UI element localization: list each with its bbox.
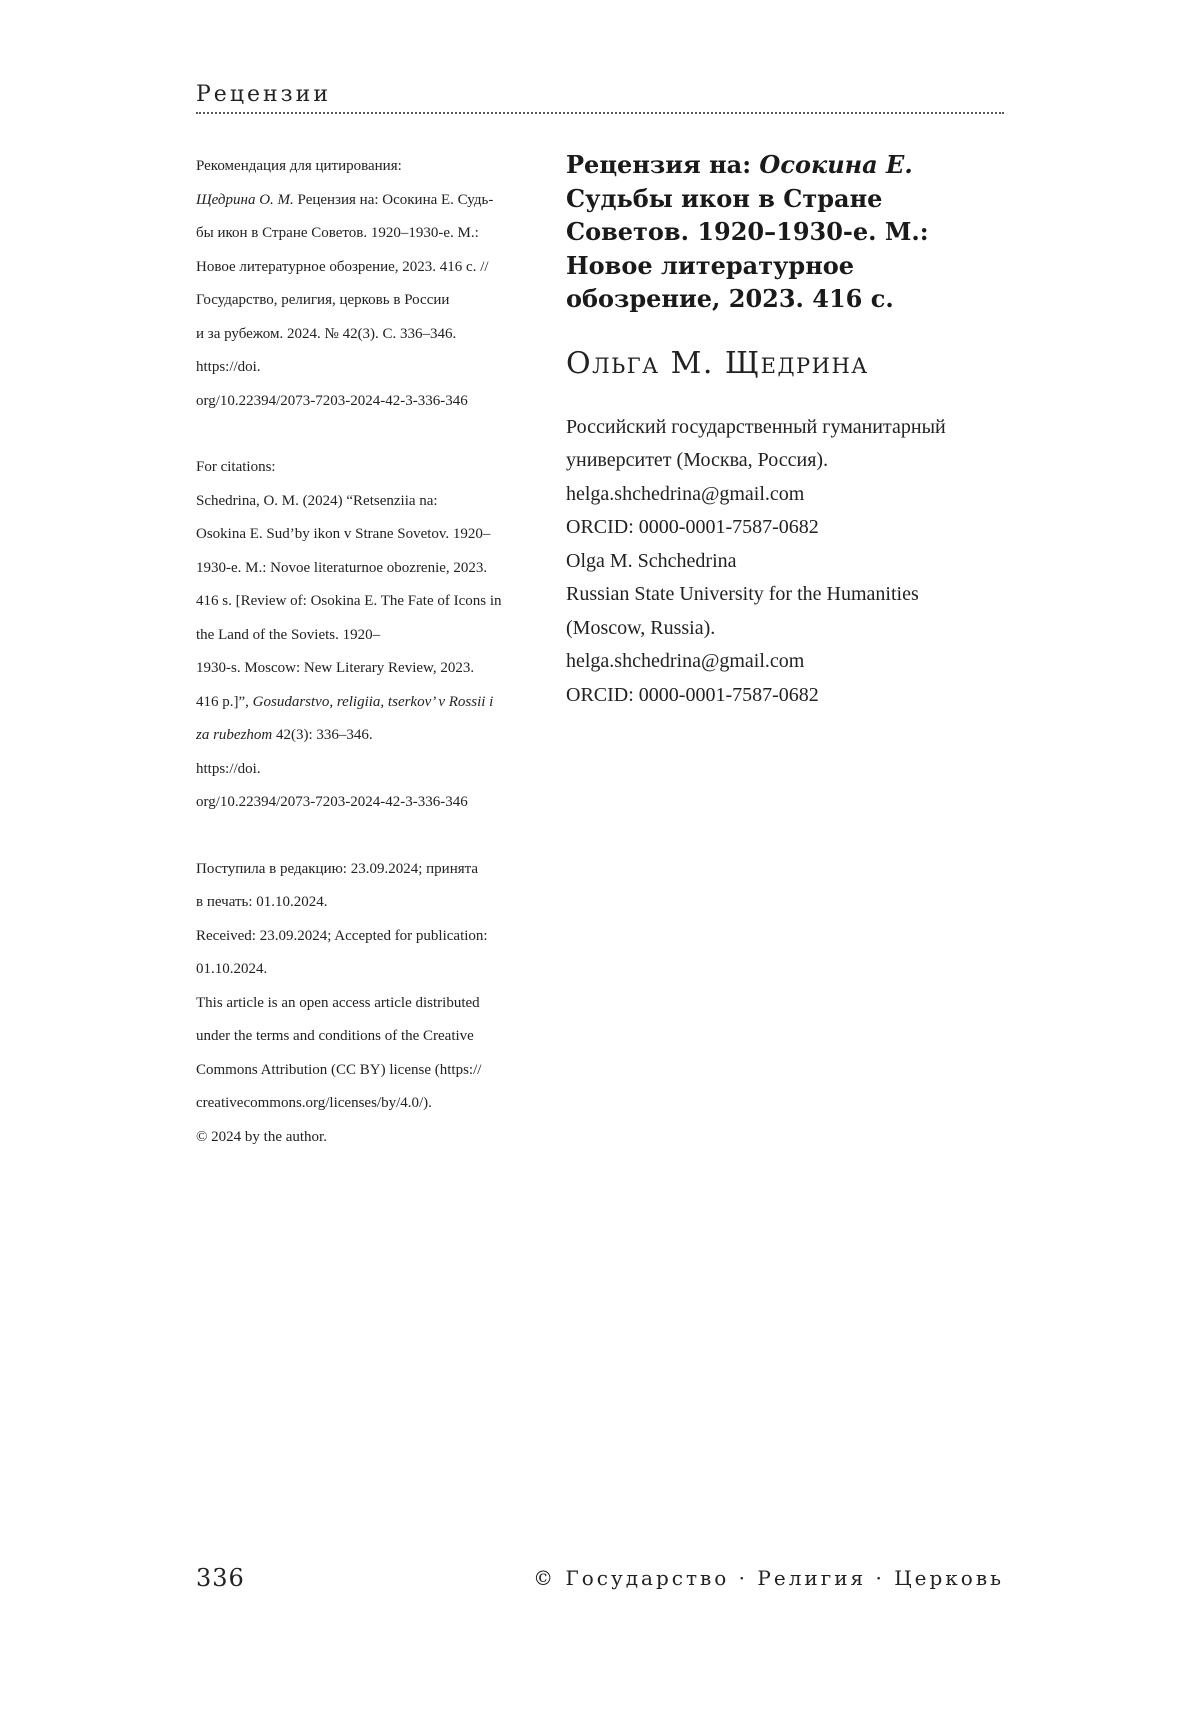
citation-en-doi-link[interactable]: org/10.22394/2073-7203-2024-42-3-336-346 (196, 794, 468, 810)
citation-en-line: za rubezhom 42(3): 336–346. (196, 727, 373, 743)
page-number: 336 (196, 1564, 245, 1592)
header-divider (196, 112, 1004, 114)
citation-en-line: Osokina E. Sud’by ikon v Strane Sovetov. 1920– (196, 526, 491, 542)
citation-column (196, 150, 548, 1154)
article-title: Рецензия на: Осокина Е. Судьбы икон в Стране Советов. 1920–1930-е. М.: Новое литературное обозрение, 2023. 416 с. (566, 150, 929, 313)
journal-title-italic: Gosudarstvo, religiia, tserkov’ v Rossii i (252, 693, 494, 710)
email-link[interactable]: helga.shchedrina@gmail.com (566, 482, 805, 505)
citation-ru-line: Новое литературное обозрение, 2023. 416 с. // (196, 258, 489, 275)
citation-ru-doi-link[interactable]: org/10.22394/2073-7203-2024-42-3-336-346 (196, 392, 468, 409)
affiliation-line: Russian State University for the Humanities (566, 583, 919, 605)
running-head: Рецензии (196, 82, 331, 107)
journal-name: © Государство · Религия · Церковь (533, 1566, 1004, 1590)
citation-en-line: 1930-s. Moscow: New Literary Review, 2023. (196, 660, 475, 676)
article-header (566, 148, 1006, 712)
publication-line: under the terms and conditions of the Creative (196, 1028, 474, 1044)
publication-line: в печать: 01.10.2024. (196, 894, 328, 910)
citation-ru-doi-link[interactable]: https://doi. (196, 359, 261, 375)
spacer (196, 820, 548, 853)
spacer (196, 418, 548, 451)
publication-line: This article is an open access article distributed (196, 994, 480, 1011)
citation-ru-heading: Рекомендация для цитирования: (196, 158, 402, 174)
affiliation-line: Российский государственный гуманитарный (566, 415, 946, 438)
citation-ru-line: бы икон в Стране Советов. 1920–1930-е. М.: (196, 225, 479, 241)
citation-en-line: Schedrina, O. M. (2024) “Retsenziia na: (196, 492, 438, 509)
citation-en-line: 1930-e. M.: Novoe literaturnoe obozrenie, 2023. (196, 559, 488, 576)
citation-en-doi-link[interactable]: https://doi. (196, 760, 261, 777)
publication-line: Поступила в редакцию: 23.09.2024; принята (196, 860, 479, 877)
orcid-id: ORCID: 0000-0001-7587-0682 (566, 683, 819, 706)
article-title-author: Осокина Е. (759, 150, 913, 179)
citation-en-heading: For citations: (196, 459, 276, 475)
citation-en-line: the Land of the Soviets. 1920– (196, 626, 381, 643)
affiliation-line: (Moscow, Russia). (566, 616, 716, 639)
affiliation-line: университет (Москва, Россия). (566, 449, 829, 471)
citation-ru-author: Щедрина О. М. (196, 191, 294, 208)
citation-ru-line: Щедрина О. М. Рецензия на: Осокина Е. Судь- (196, 191, 494, 208)
journal-title-italic: za rubezhom (196, 727, 273, 743)
citation-en-line: 416 s. [Review of: Osokina E. The Fate of Icons in (196, 593, 502, 609)
citation-ru-line: и за рубежом. 2024. № 42(3). С. 336–346. (196, 325, 457, 342)
orcid-id: ORCID: 0000-0001-7587-0682 (566, 516, 819, 538)
license-link[interactable]: creativecommons.org/licenses/by/4.0/). (196, 1095, 432, 1111)
article-author: Ольга М. Щедрина (566, 345, 869, 381)
citation-ru-line: Государство, религия, церковь в России (196, 292, 450, 308)
email-link[interactable]: helga.shchedrina@gmail.com (566, 650, 805, 672)
publication-line: 01.10.2024. (196, 961, 268, 977)
copyright-line: © 2024 by the author. (196, 1128, 327, 1145)
publication-line: Commons Attribution (CC BY) license (https:// (196, 1061, 482, 1078)
affiliation-line: Olga M. Schchedrina (566, 549, 737, 572)
citation-en-line: 416 p.]”, Gosudarstvo, religiia, tserkov’ v Rossii i (196, 693, 494, 710)
author-affiliation (566, 411, 1006, 713)
publication-line: Received: 23.09.2024; Accepted for publication: (196, 927, 488, 944)
